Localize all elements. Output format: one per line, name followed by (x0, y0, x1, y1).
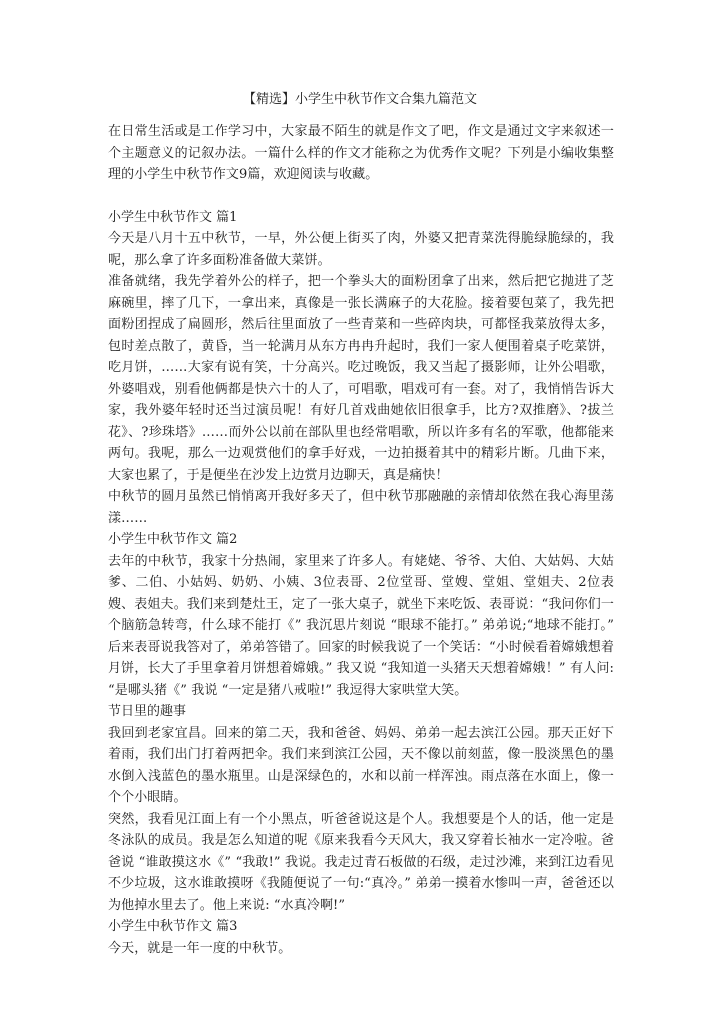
section-paragraph: 去年的中秋节，我家十分热闹，家里来了许多人。有姥姥、爷爷、大伯、大姑妈、大姑爹、二伯、小姑妈、奶奶、小姨、3位表哥、2位堂哥、堂嫂、堂姐、堂姐夫、2位表嫂、表姐夫。我们来到楚灶王，定了一张大桌子，就坐下来吃饭、表哥说：“我问你们一个脑筋急转弯，什么球不能打《” 我沉思片刻说 “眼球不能打。” 弟弟说;“地球不能打。” 后来表哥说我答对了，弟弟答错了。回家的时候我说了一个笑话：“小时候看着嫦娥想着月饼，长大了手里拿着月饼想着嫦娥。” 我又说 “我知道一头猪天天想着嫦娥！” 有人问: “是哪头猪《” 我说 “一定是猪八戒啦!” 我逗得大家哄堂大笑。 (108, 553, 614, 698)
section-paragraph: 准备就绪，我先学着外公的样子，把一个拳头大的面粉团拿了出来，然后把它抛进了芝麻碗里，摔了几下，一拿出来，真像是一张长满麻子的大花脸。接着要包菜了，我先把面粉团捏成了扁圆形，然后往里面放了一些青菜和一些碎肉块，可都怪我菜放得太多，包时差点散了，黄昏，当一轮满月从东方冉冉升起时，我们一家人便围着桌子吃菜饼，吃月饼，……大家有说有笑，十分高兴。吃过晚饭，我又当起了摄影师，让外公唱歌，外婆唱戏，别看他俩都是快六十的人了，可唱歌，唱戏可有一套。对了，我悄悄告诉大家，我外婆年轻时还当过演员呢！有好几首戏曲她依旧很拿手，比方?双推磨》、?拔兰花》、?珍珠塔》……而外公以前在部队里也经常唱歌，所以许多有名的军歌，他都能来两句。我呢，那么一边观赏他们的拿手好戏，一边拍摄着其中的精彩片断。几曲下来，大家也累了，于是便坐在沙发上边赏月边聊天，真是痛快！ (108, 274, 614, 483)
section-heading: 小学生中秋节作文 篇1 (108, 209, 238, 225)
spacer (108, 186, 614, 207)
section-paragraph: 我回到老家宜昌。回来的第二天，我和爸爸、妈妈、弟弟一起去滨江公园。那天正好下着雨，我们出门打着两把伞。我们来到滨江公园，天不像以前刻蓝，像一股淡黑色的墨水倒入浅蓝色的墨水瓶里。山是深绿色的，水和以前一样浑浊。雨点落在水面上，像一个个小眼睛。 (108, 725, 614, 805)
section-heading: 小学生中秋节作文 篇2 (108, 532, 238, 547)
section-heading: 节日里的趣事 (108, 704, 187, 719)
section-paragraph: 今天是八月十五中秋节，一早，外公便上街买了肉，外婆又把青菜洗得脆绿脆绿的，我呢，那么拿了许多面粉准备做大菜饼。 (108, 231, 614, 268)
section-paragraph: 今天，就是一年一度的中秋节。 (108, 940, 292, 956)
section-heading: 小学生中秋节作文 篇3 (108, 919, 238, 934)
section-paragraph: 中秋节的圆月虽然已悄悄离开我好多天了，但中秋节那融融的亲情却依然在我心海里荡漾…… (108, 489, 614, 526)
section-paragraph: 突然，我看见江面上有一个小黑点，听爸爸说这是个人。我想要是个人的话，他一定是冬泳队的成员。我是怎么知道的呢《原来我看今天风大，我又穿着长袖水一定冷啦。爸爸说 “谁敢摸这水《” “我敢!” 我说。我走过青石板做的石级，走过沙滩，来到江边看见不少垃圾，这水谁敢摸呀《我随便说了一句:“真冷。” 弟弟一摸着水惨叫一声，爸爸还以为他掉水里去了。他上来说: “水真冷啊!” (108, 811, 614, 913)
intro-paragraph: 在日常生活或是工作学习中，大家最不陌生的就是作文了吧，作文是通过文字来叙述一个主题意义的记叙办法。一篇什么样的作文才能称之为优秀作文呢？下列是小编收集整理的小学生中秋节作文9篇，欢迎阅读与收藏。 (108, 124, 614, 182)
document-body (108, 121, 614, 959)
document-title: 【精选】小学生中秋节作文合集九篇范文 (242, 92, 477, 107)
